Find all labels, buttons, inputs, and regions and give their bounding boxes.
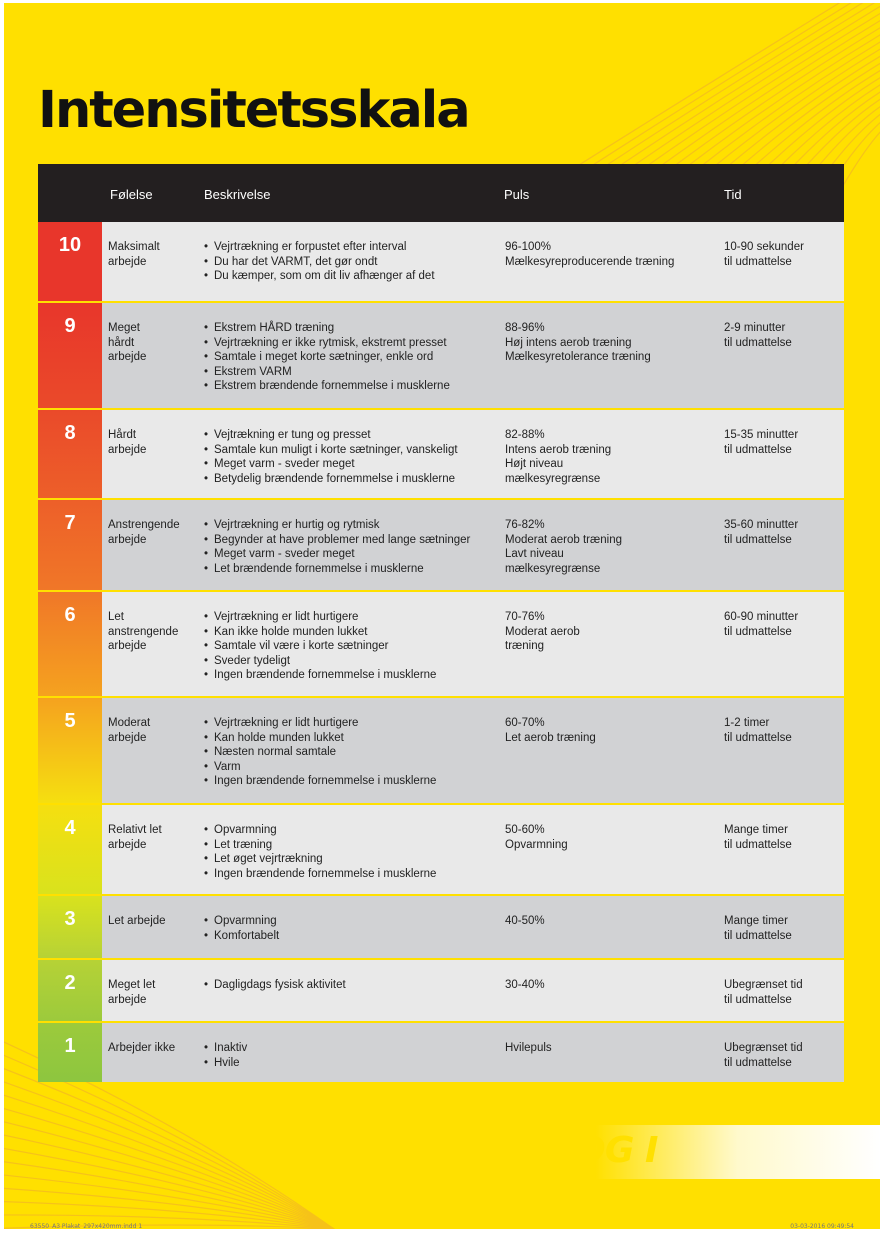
description-item: • Næsten normal samtale [204,745,504,760]
table-body [38,222,844,1082]
description-item: • Samtale vil være i korte sætninger [204,639,504,654]
description-item: • Du har det VARMT, det gør ondt [204,255,504,270]
table-row [38,222,844,301]
table-row [38,301,844,408]
header-beskrivelse: Beskrivelse [204,187,271,202]
description-item: • Samtale i meget korte sætninger, enkle ord [204,350,504,365]
description-item: • Vejrtrækning er lidt hurtigere [204,610,504,625]
intensity-table [38,164,844,1082]
table-row [38,498,844,590]
description-item: • Opvarmning [204,823,504,838]
beskrivelse-cell [204,978,504,993]
description-item: • Vejrtrækning er forpustet efter interval [204,240,504,255]
header-tid: Tid [724,187,742,202]
puls-cell: 40-50% [505,915,545,927]
description-item: • Let øget vejrtrækning [204,852,504,867]
page-title: Intensitetsskala [38,81,469,140]
description-item: • Inaktiv [204,1041,504,1056]
puls-cell: 70-76% Moderat aerob træning [505,611,580,652]
level-number: 1 [38,1023,102,1082]
puls-cell: 88-96% Høj intens aerob træning Mælkesyretolerance træning [505,322,651,363]
level-number: 4 [38,805,102,894]
tid-cell: 2-9 minutter til udmattelse [724,322,792,349]
puls-cell: 82-88% Intens aerob træning Højt niveau mælkesyregrænse [505,429,612,485]
puls-cell: Hvilepuls [505,1042,552,1054]
felelse-cell: Moderat arbejde [108,717,151,744]
table-row [38,958,844,1021]
description-item: • Let træning [204,838,504,853]
puls-cell: 60-70% Let aerob træning [505,717,596,744]
felelse-cell: Arbejder ikke [108,1042,176,1054]
description-item: • Ingen brændende fornemmelse i musklerne [204,774,504,789]
level-number: 5 [38,698,102,803]
description-item: • Varm [204,760,504,775]
description-item: • Dagligdags fysisk aktivitet [204,978,504,993]
footer-date: 03-03-2016 09:49:54 [790,1223,854,1229]
dgi-logo [564,1125,880,1179]
description-item: • Sveder tydeligt [204,654,504,669]
description-item: • Vejrtrækning er hurtig og rytmisk [204,518,504,533]
description-item: • Hvile [204,1056,504,1071]
header-puls: Puls [504,187,530,202]
beskrivelse-cell [204,823,504,881]
tid-cell: Mange timer til udmattelse [724,824,792,851]
description-item: • Ekstrem brændende fornemmelse i musklerne [204,379,504,394]
table-row [38,1021,844,1082]
description-item: • Meget varm - sveder meget [204,457,504,472]
description-item: • Begynder at have problemer med lange sætninger [204,533,504,548]
footer-file: 63550_A3 Plakat_297x420mm.indd 1 [30,1223,143,1229]
beskrivelse-cell [204,518,504,576]
description-item: • Samtale kun muligt i korte sætninger, vanskeligt [204,443,504,458]
tid-cell: Mange timer til udmattelse [724,915,792,942]
level-number: 6 [38,592,102,696]
beskrivelse-cell [204,1041,504,1070]
level-number: 8 [38,410,102,498]
header-felelse: Følelse [110,187,153,202]
level-number: 7 [38,500,102,590]
description-item: • Du kæmper, som om dit liv afhænger af det [204,269,504,284]
description-item: • Ingen brændende fornemmelse i musklerne [204,867,504,882]
felelse-cell: Maksimalt arbejde [108,241,160,268]
description-item: • Ingen brændende fornemmelse i musklerne [204,668,504,683]
puls-cell: 96-100% Mælkesyreproducerende træning [505,241,675,268]
puls-cell: 30-40% [505,979,545,991]
beskrivelse-cell [204,914,504,943]
beskrivelse-cell [204,610,504,683]
felelse-cell: Hårdt arbejde [108,429,147,456]
table-row [38,408,844,498]
poster [4,3,880,1229]
felelse-cell: Meget hårdt arbejde [108,322,147,363]
table-header [38,164,844,222]
tid-cell: 35-60 minutter til udmattelse [724,519,799,546]
description-item: • Komfortabelt [204,929,504,944]
felelse-cell: Meget let arbejde [108,979,156,1006]
tid-cell: Ubegrænset tid til udmattelse [724,979,803,1006]
beskrivelse-cell [204,428,504,486]
level-number: 3 [38,896,102,958]
tid-cell: 60-90 minutter til udmattelse [724,611,799,638]
beskrivelse-cell [204,716,504,789]
puls-cell: 76-82% Moderat aerob træning Lavt niveau mælkesyregrænse [505,519,622,575]
description-item: • Opvarmning [204,914,504,929]
tid-cell: 10-90 sekunder til udmattelse [724,241,804,268]
felelse-cell: Anstrengende arbejde [108,519,180,546]
description-item: • Vejtrækning er tung og presset [204,428,504,443]
table-row [38,803,844,894]
description-item: • Vejrtrækning er ikke rytmisk, ekstremt presset [204,336,504,351]
level-number: 10 [38,222,102,301]
logo-text: DG I [576,1130,658,1171]
tid-cell: 1-2 timer til udmattelse [724,717,792,744]
description-item: • Meget varm - sveder meget [204,547,504,562]
level-number: 9 [38,303,102,408]
tid-cell: 15-35 minutter til udmattelse [724,429,799,456]
table-row [38,696,844,803]
description-item: • Ekstrem HÅRD træning [204,321,504,336]
tid-cell: Ubegrænset tid til udmattelse [724,1042,803,1069]
felelse-cell: Let arbejde [108,915,166,927]
table-row [38,894,844,958]
beskrivelse-cell [204,321,504,394]
puls-cell: 50-60% Opvarmning [505,824,568,851]
description-item: • Let brændende fornemmelse i musklerne [204,562,504,577]
description-item: • Ekstrem VARM [204,365,504,380]
table-row [38,590,844,696]
description-item: • Betydelig brændende fornemmelse i musklerne [204,472,504,487]
description-item: • Vejrtrækning er lidt hurtigere [204,716,504,731]
felelse-cell: Let anstrengende arbejde [108,611,179,652]
description-item: • Kan holde munden lukket [204,731,504,746]
level-number: 2 [38,960,102,1021]
description-item: • Kan ikke holde munden lukket [204,625,504,640]
felelse-cell: Relativt let arbejde [108,824,162,851]
beskrivelse-cell [204,240,504,284]
